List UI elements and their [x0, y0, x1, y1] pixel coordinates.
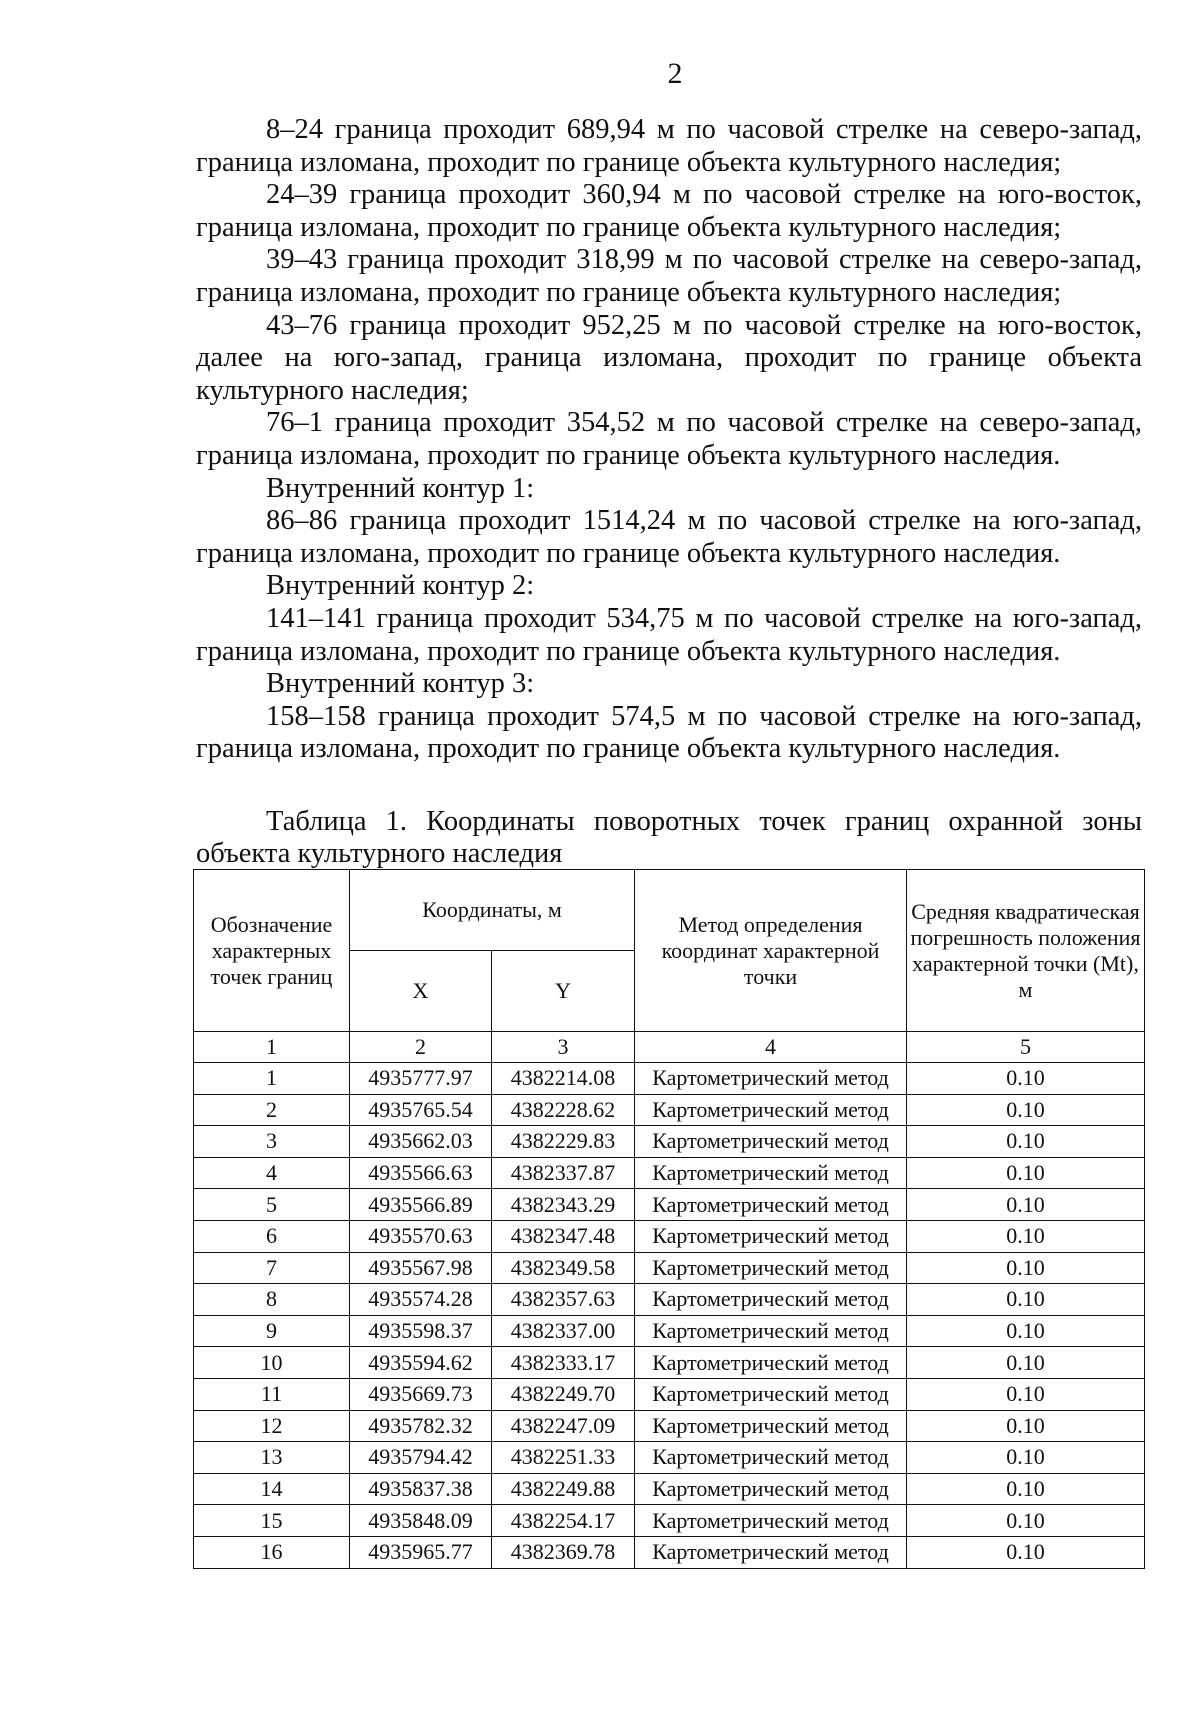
method-cell: Картометрический метод	[635, 1189, 907, 1221]
column-number: 1	[194, 1032, 350, 1063]
error-cell: 0.10	[907, 1189, 1145, 1221]
y-coordinate-cell: 4382337.00	[492, 1315, 635, 1347]
error-cell: 0.10	[907, 1378, 1145, 1410]
column-number: 2	[350, 1032, 492, 1063]
point-number-cell: 2	[194, 1094, 350, 1126]
column-number: 3	[492, 1032, 635, 1063]
y-coordinate-cell: 4382369.78	[492, 1536, 635, 1568]
error-cell: 0.10	[907, 1094, 1145, 1126]
table-body	[194, 1032, 1145, 1569]
header-method: Метод определения координат характерной точки	[635, 870, 907, 1032]
x-coordinate-cell: 4935765.54	[350, 1094, 492, 1126]
point-number-cell: 12	[194, 1410, 350, 1442]
method-cell: Картометрический метод	[635, 1284, 907, 1316]
error-cell: 0.10	[907, 1347, 1145, 1379]
point-number-cell: 5	[194, 1189, 350, 1221]
y-coordinate-cell: 4382337.87	[492, 1157, 635, 1189]
method-cell: Картометрический метод	[635, 1220, 907, 1252]
x-coordinate-cell: 4935567.98	[350, 1252, 492, 1284]
header-error: Средняя квадратическая погрешность положения характерной точки (Mt), м	[907, 870, 1145, 1032]
table-row	[194, 1505, 1145, 1537]
error-cell: 0.10	[907, 1505, 1145, 1537]
contour-heading: Внутренний контур 2:	[266, 570, 535, 602]
method-cell: Картометрический метод	[635, 1410, 907, 1442]
header-designation: Обозначение характерных точек границ	[194, 870, 350, 1032]
point-number-cell: 16	[194, 1536, 350, 1568]
method-cell: Картометрический метод	[635, 1315, 907, 1347]
header-coordinates: Координаты, м	[350, 870, 635, 951]
column-number-row	[194, 1032, 1145, 1063]
point-number-cell: 9	[194, 1315, 350, 1347]
x-coordinate-cell: 4935782.32	[350, 1410, 492, 1442]
point-number-cell: 13	[194, 1442, 350, 1474]
y-coordinate-cell: 4382254.17	[492, 1505, 635, 1537]
error-cell: 0.10	[907, 1536, 1145, 1568]
y-coordinate-cell: 4382214.08	[492, 1063, 635, 1095]
paragraph: 158–158 граница проходит 574,5 м по часовой стрелке на юго-запад, граница изломана, проходит по границе объекта культурного наследия.	[196, 700, 1142, 765]
paragraph: 76–1 граница проходит 354,52 м по часовой стрелке на северо-запад, граница изломана, проходит по границе объекта культурного наследия.	[196, 407, 1142, 471]
point-number-cell: 11	[194, 1378, 350, 1410]
table-row	[194, 1252, 1145, 1284]
point-number-cell: 15	[194, 1505, 350, 1537]
y-coordinate-cell: 4382349.58	[492, 1252, 635, 1284]
y-coordinate-cell: 4382357.63	[492, 1284, 635, 1316]
y-coordinate-cell: 4382347.48	[492, 1220, 635, 1252]
x-coordinate-cell: 4935777.97	[350, 1063, 492, 1095]
paragraph: 141–141 граница проходит 534,75 м по часовой стрелке на юго-запад, граница изломана, проходит по границе объекта культурного наследия.	[196, 602, 1142, 667]
boundary-description	[196, 114, 1142, 766]
error-cell: 0.10	[907, 1220, 1145, 1252]
coordinates-table	[193, 869, 1145, 1569]
x-coordinate-cell: 4935566.63	[350, 1157, 492, 1189]
point-number-cell: 4	[194, 1157, 350, 1189]
point-number-cell: 14	[194, 1473, 350, 1505]
table-row	[194, 1063, 1145, 1095]
paragraph: 24–39 граница проходит 360,94 м по часовой стрелке на юго-восток, граница изломана, проходит по границе объекта культурного наследия;	[196, 179, 1142, 243]
x-coordinate-cell: 4935848.09	[350, 1505, 492, 1537]
method-cell: Картометрический метод	[635, 1442, 907, 1474]
method-cell: Картометрический метод	[635, 1536, 907, 1568]
method-cell: Картометрический метод	[635, 1157, 907, 1189]
y-coordinate-cell: 4382228.62	[492, 1094, 635, 1126]
table-row	[194, 1126, 1145, 1158]
x-coordinate-cell: 4935594.62	[350, 1347, 492, 1379]
y-coordinate-cell: 4382249.88	[492, 1473, 635, 1505]
contour-heading: Внутренний контур 1:	[266, 472, 535, 504]
y-coordinate-cell: 4382343.29	[492, 1189, 635, 1221]
table-row	[194, 1284, 1145, 1316]
table-row	[194, 1157, 1145, 1189]
error-cell: 0.10	[907, 1473, 1145, 1505]
header-y: Y	[492, 951, 635, 1032]
x-coordinate-cell: 4935662.03	[350, 1126, 492, 1158]
table-row	[194, 1536, 1145, 1568]
x-coordinate-cell: 4935566.89	[350, 1189, 492, 1221]
contour-heading: Внутренний контур 3:	[266, 668, 535, 700]
y-coordinate-cell: 4382249.70	[492, 1378, 635, 1410]
method-cell: Картометрический метод	[635, 1126, 907, 1158]
column-number: 4	[635, 1032, 907, 1063]
table-row	[194, 1347, 1145, 1379]
point-number-cell: 6	[194, 1220, 350, 1252]
method-cell: Картометрический метод	[635, 1378, 907, 1410]
method-cell: Картометрический метод	[635, 1347, 907, 1379]
table-row	[194, 1220, 1145, 1252]
header-x: X	[350, 951, 492, 1032]
paragraph: 86–86 граница проходит 1514,24 м по часовой стрелке на юго-запад, граница изломана, проходит по границе объекта культурного наследия.	[196, 505, 1142, 569]
column-number: 5	[907, 1032, 1145, 1063]
page-number: 2	[667, 57, 683, 90]
table-row	[194, 1315, 1145, 1347]
x-coordinate-cell: 4935598.37	[350, 1315, 492, 1347]
point-number-cell: 1	[194, 1063, 350, 1095]
error-cell: 0.10	[907, 1157, 1145, 1189]
point-number-cell: 10	[194, 1347, 350, 1379]
paragraph: 43–76 граница проходит 952,25 м по часовой стрелке на юго-восток, далее на юго-запад, граница изломана, проходит по границе объекта культурного наследия;	[196, 309, 1142, 406]
paragraph: 39–43 граница проходит 318,99 м по часовой стрелке на северо-запад, граница изломана, проходит по границе объекта культурного наследия;	[196, 244, 1142, 308]
table-row	[194, 1442, 1145, 1474]
method-cell: Картометрический метод	[635, 1063, 907, 1095]
error-cell: 0.10	[907, 1252, 1145, 1284]
y-coordinate-cell: 4382247.09	[492, 1410, 635, 1442]
method-cell: Картометрический метод	[635, 1094, 907, 1126]
method-cell: Картометрический метод	[635, 1505, 907, 1537]
table-row	[194, 1378, 1145, 1410]
table-row	[194, 1189, 1145, 1221]
paragraph: 8–24 граница проходит 689,94 м по часовой стрелке на северо-запад, граница изломана, проходит по границе объекта культурного наследия;	[196, 114, 1142, 178]
table-row	[194, 1410, 1145, 1442]
y-coordinate-cell: 4382229.83	[492, 1126, 635, 1158]
x-coordinate-cell: 4935570.63	[350, 1220, 492, 1252]
x-coordinate-cell: 4935794.42	[350, 1442, 492, 1474]
point-number-cell: 7	[194, 1252, 350, 1284]
x-coordinate-cell: 4935574.28	[350, 1284, 492, 1316]
y-coordinate-cell: 4382333.17	[492, 1347, 635, 1379]
error-cell: 0.10	[907, 1315, 1145, 1347]
table-row	[194, 1473, 1145, 1505]
table-caption: Таблица 1. Координаты поворотных точек границ охранной зоны объекта культурного наследия	[196, 806, 1142, 869]
x-coordinate-cell: 4935669.73	[350, 1378, 492, 1410]
error-cell: 0.10	[907, 1063, 1145, 1095]
point-number-cell: 3	[194, 1126, 350, 1158]
table-row	[194, 1094, 1145, 1126]
error-cell: 0.10	[907, 1126, 1145, 1158]
error-cell: 0.10	[907, 1442, 1145, 1474]
x-coordinate-cell: 4935837.38	[350, 1473, 492, 1505]
y-coordinate-cell: 4382251.33	[492, 1442, 635, 1474]
method-cell: Картометрический метод	[635, 1473, 907, 1505]
method-cell: Картометрический метод	[635, 1252, 907, 1284]
error-cell: 0.10	[907, 1284, 1145, 1316]
point-number-cell: 8	[194, 1284, 350, 1316]
x-coordinate-cell: 4935965.77	[350, 1536, 492, 1568]
error-cell: 0.10	[907, 1410, 1145, 1442]
